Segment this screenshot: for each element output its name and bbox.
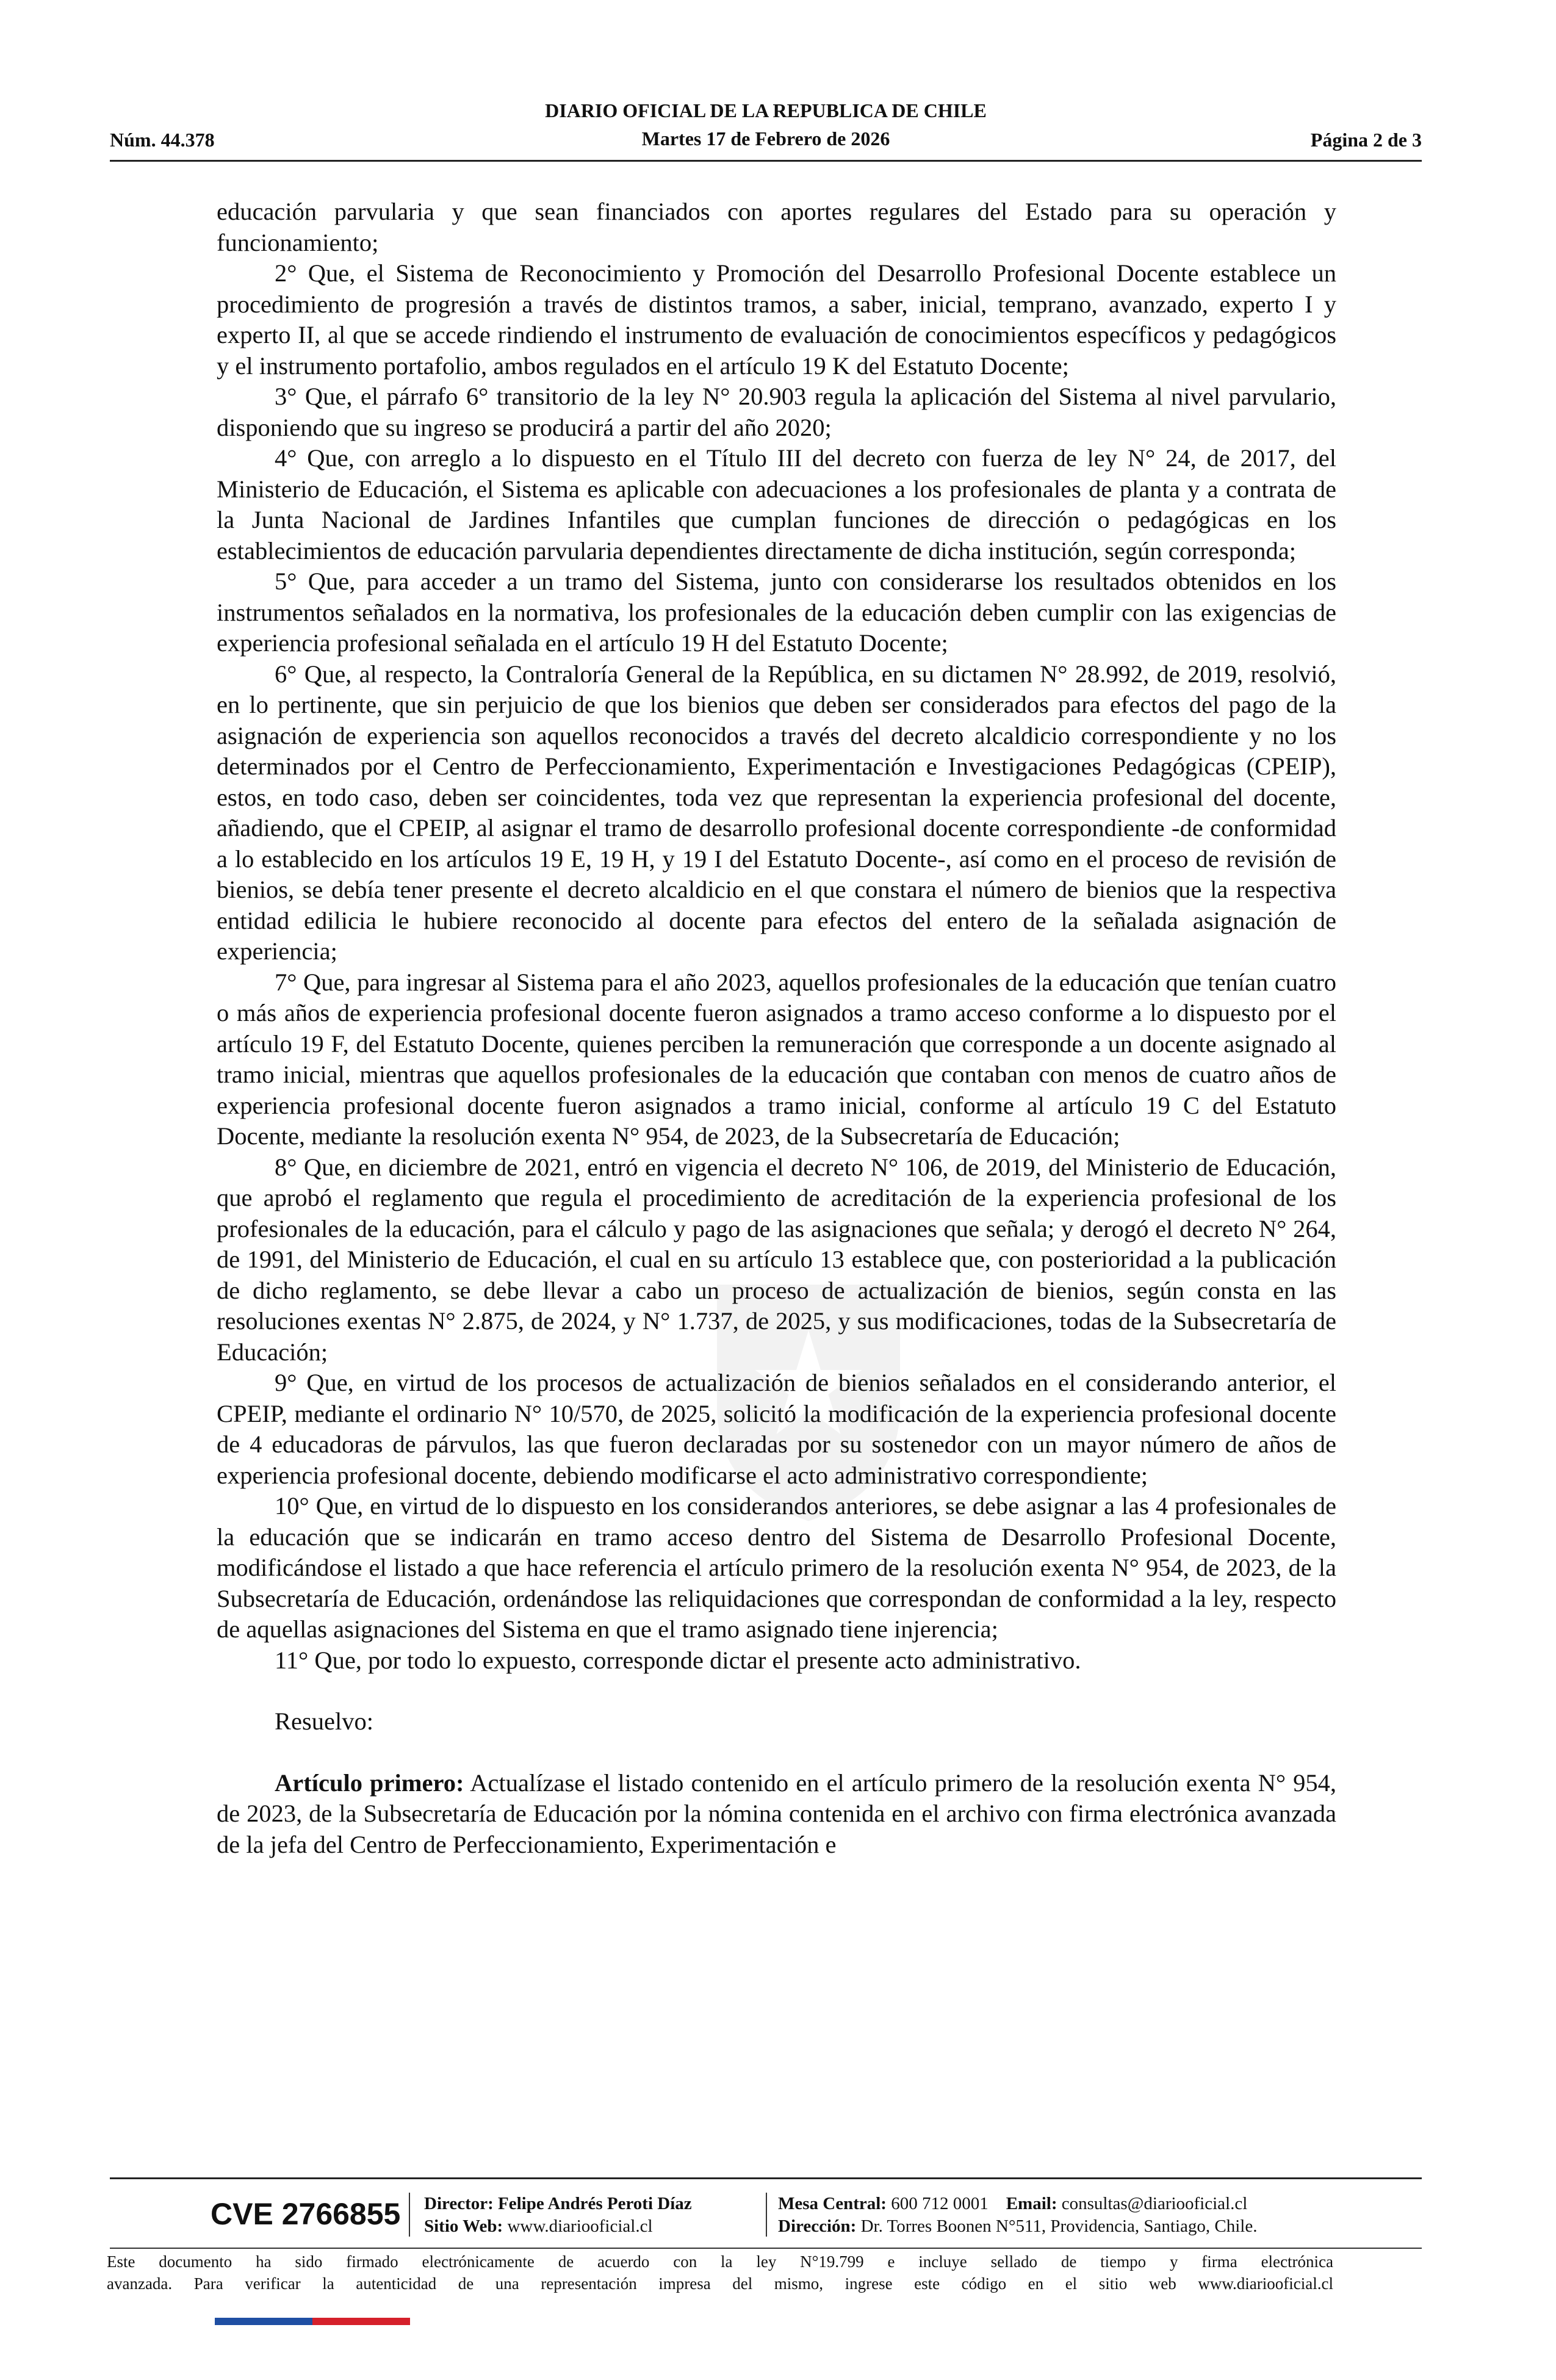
site-link[interactable]: www.diariooficial.cl xyxy=(507,2216,653,2236)
legal-line: Este documento ha sido firmado electrónicamente de acuerdo con la ley N°19.799 e incluye sellado de tiempo y firma electrónica xyxy=(107,2252,1333,2271)
director-label: Director: xyxy=(424,2194,494,2213)
contact-info xyxy=(778,2193,1257,2238)
footer-separator xyxy=(409,2193,410,2237)
flag-red-segment xyxy=(312,2318,410,2325)
page-footer xyxy=(110,2177,1422,2249)
considerando-4: 4° Que, con arreglo a lo dispuesto en el Título III del decreto con fuerza de ley N° 24, de 2017, del Ministerio de Educación, el Sistema es aplicable con adecuaciones a los profesionales de planta y a contrata de la Junta Nacional de Jardines Infantiles que cumplan funciones de dirección o pedagógicas en los establecimientos de educación parvularia dependientes directamente de dicha institución, según corresponda; xyxy=(217,444,1336,564)
considerando-9: 9° Que, en virtud de los procesos de actualización de bienios señalados en el considerando anterior, el CPEIP, mediante el ordinario N° 10/570, de 2025, solicitó la modificación de la experiencia profesional docente de 4 educadoras de párvulos, las que fueron declaradas por su sostenedor con un mayor número de años de experiencia profesional docente, debiendo modificarse el acto administrativo correspondiente; xyxy=(217,1369,1336,1489)
page-number: Página 2 de 3 xyxy=(1310,129,1422,151)
email-label: Email: xyxy=(1006,2194,1057,2213)
paragraph-continuation: educación parvularia y que sean financiados con aportes regulares del Estado para su operación y funcionamiento; xyxy=(217,198,1336,256)
article-label: Artículo primero: xyxy=(275,1769,464,1797)
flag-stripe xyxy=(215,2318,410,2325)
address-value: Dr. Torres Boonen N°511, Providencia, Santiago, Chile. xyxy=(860,2216,1258,2236)
email-link[interactable]: consultas@diariooficial.cl xyxy=(1061,2194,1248,2213)
article-text: Actualízase el listado contenido en el artículo primero de la resolución exenta N° 954, de 2023, de la Subsecretaría de Educación por la nómina contenida en el archivo con firma electrónica avanzada de la jefa del Centro de Perfeccionamiento, Experimentación e xyxy=(217,1769,1336,1858)
director-name: Felipe Andrés Peroti Díaz xyxy=(498,2194,692,2213)
publication-title: DIARIO OFICIAL DE LA REPUBLICA DE CHILE xyxy=(545,99,987,121)
site-label: Sitio Web: xyxy=(424,2216,503,2236)
phone-label: Mesa Central: xyxy=(778,2194,887,2213)
legal-notice xyxy=(107,2251,1333,2295)
considerando-6: 6° Que, al respecto, la Contraloría General de la República, en su dictamen N° 28.992, de 2019, resolvió, en lo pertinente, que sin perjuicio de que los bienios que deben ser considerados para efectos del pago de la asignación de experiencia son aquellos reconocidos a través del decreto alcaldicio correspondiente y no los determinados por el Centro de Perfeccionamiento, Experimentación e Investigaciones Pedagógicas (CPEIP), estos, en todo caso, deben ser coincidentes, toda vez que representan la experiencia profesional del docente, añadiendo, que el CPEIP, al asignar el tramo de desarrollo profesional docente correspondiente -de conformidad a lo establecido en los artículos 19 E, 19 H, y 19 I del Estatuto Docente-, así como en el proceso de revisión de bienios, se debía tener presente el decreto alcaldicio en el que constara el número de bienios que la respectiva entidad edilicia le hubiere reconocido al docente para efectos del entero de la señalada asignación de experiencia; xyxy=(217,660,1336,965)
footer-divider xyxy=(110,2248,1422,2249)
resuelvo-heading: Resuelvo: xyxy=(275,1707,373,1735)
considerando-10: 10° Que, en virtud de lo dispuesto en los considerandos anteriores, se debe asignar a las 4 profesionales de la educación que se indicarán en tramo acceso dentro del Sistema de Desarrollo Profesional Docente, modificándose el listado a que hace referencia el artículo primero de la resolución exenta N° 954, de 2023, de la Subsecretaría de Educación, ordenándose las reliquidaciones que correspondan de conformidad a la ley, respecto de aquellas asignaciones del Sistema en que el tramo asignado tiene injerencia; xyxy=(217,1492,1336,1643)
publication-date: Martes 17 de Febrero de 2026 xyxy=(641,128,890,150)
document-body xyxy=(217,197,1336,1860)
page-header xyxy=(110,92,1422,162)
legal-line: avanzada. Para verificar la autenticidad de una representación impresa del mismo, ingrese este código en el sitio web www.diariooficial.cl xyxy=(107,2274,1333,2293)
cve-code: CVE 2766855 xyxy=(211,2197,401,2231)
footer-separator xyxy=(766,2193,767,2237)
masthead xyxy=(110,96,1422,153)
considerando-11: 11° Que, por todo lo expuesto, corresponde dictar el presente acto administrativo. xyxy=(275,1646,1081,1674)
director-info xyxy=(424,2193,692,2238)
considerando-3: 3° Que, el párrafo 6° transitorio de la ley N° 20.903 regula la aplicación del Sistema al nivel parvulario, disponiendo que su ingreso se producirá a partir del año 2020; xyxy=(217,383,1336,441)
considerando-7: 7° Que, para ingresar al Sistema para el año 2023, aquellos profesionales de la educación que tenían cuatro o más años de experiencia profesional docente fueron asignados a tramo acceso conforme a lo dispuesto por el artículo 19 F, del Estatuto Docente, quienes perciben la remuneración que corresponde a un docente asignado al tramo inicial, mientras que aquellos profesionales de la educación que contaban con menos de cuatro años de experiencia profesional docente fueron asignados a tramo inicial, conforme al artículo 19 C del Estatuto Docente, mediante la resolución exenta N° 954, de 2023, de la Subsecretaría de Educación; xyxy=(217,968,1336,1150)
issue-number: Núm. 44.378 xyxy=(110,129,215,151)
considerando-8: 8° Que, en diciembre de 2021, entró en vigencia el decreto N° 106, de 2019, del Ministerio de Educación, que aprobó el reglamento que regula el procedimiento de acreditación de la experiencia profesional de los profesionales de la educación, para el cálculo y pago de las asignaciones que señala; y derogó el decreto N° 264, de 1991, del Ministerio de Educación, el cual en su artículo 13 establece que, con posterioridad a la publicación de dicho reglamento, se debe llevar a cabo un proceso de actualización de bienios, según consta en las resoluciones exentas N° 2.875, de 2024, y N° 1.737, de 2025, y sus modificaciones, todas de la Subsecretaría de Educación; xyxy=(217,1153,1336,1366)
address-label: Dirección: xyxy=(778,2216,857,2236)
phone-value: 600 712 0001 xyxy=(891,2194,989,2213)
article-first xyxy=(217,1768,1336,1861)
considerando-5: 5° Que, para acceder a un tramo del Sistema, junto con considerarse los resultados obtenidos en los instrumentos señalados en la normativa, los profesionales de la educación deben cumplir con las exigencias de experiencia profesional señalada en el artículo 19 H del Estatuto Docente; xyxy=(217,568,1336,657)
flag-blue-segment xyxy=(215,2318,312,2325)
considerando-2: 2° Que, el Sistema de Reconocimiento y Promoción del Desarrollo Profesional Docente establece un procedimiento de progresión a través de distintos tramos, a saber, inicial, temprano, avanzado, experto I y experto II, al que se accede rindiendo el instrumento de evaluación de conocimientos específicos y pedagógicos y el instrumento portafolio, ambos regulados en el artículo 19 K del Estatuto Docente; xyxy=(217,259,1336,380)
